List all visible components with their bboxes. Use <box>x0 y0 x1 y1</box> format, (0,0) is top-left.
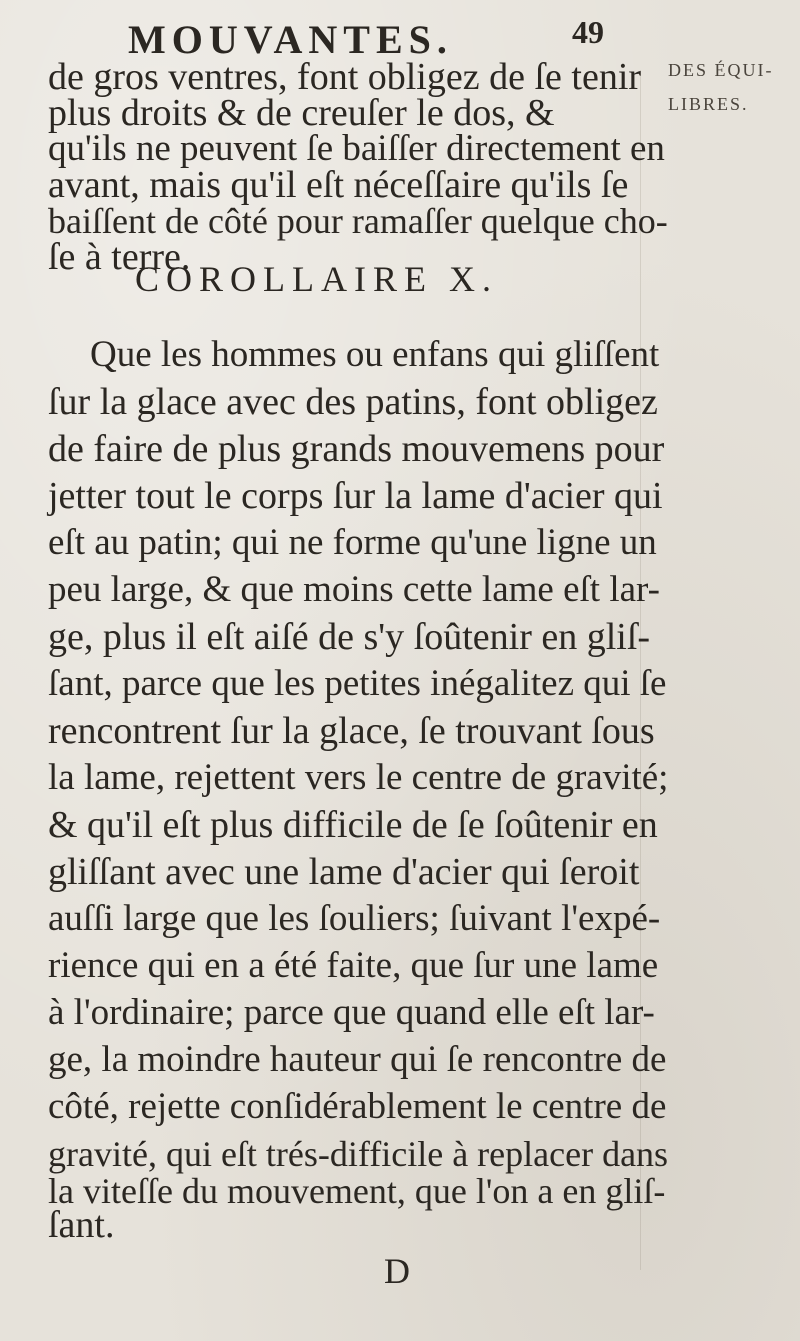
text-line: & qu'il eſt plus difficile de ſe ſoûtenir en <box>48 804 658 846</box>
text-line: eſt au patin; qui ne forme qu'une ligne un <box>48 522 657 563</box>
text-line: ſant, parce que les petites inégalitez qui ſe <box>48 663 667 704</box>
section-heading: COROLLAIRE X. <box>135 259 498 299</box>
text-line: ge, plus il eſt aiſé de s'y ſoûtenir en gliſ- <box>48 616 651 658</box>
text-line: Que les hommes ou enfans qui gliſſent <box>90 334 660 375</box>
margin-note: LIBRES. <box>668 94 749 114</box>
text-line: auſſi large que les ſouliers; ſuivant l'expé- <box>48 898 661 939</box>
text-line: rience qui en a été faite, que ſur une lame <box>48 945 659 986</box>
text-line: rencontrent ſur la glace, ſe trouvant ſous <box>48 710 655 752</box>
text-line: plus droits & de creuſer le dos, & <box>48 92 555 134</box>
text-line: de gros ventres, font obligez de ſe tenir <box>48 56 642 98</box>
running-header: MOUVANTES. <box>128 17 453 62</box>
text-line: jetter tout le corps ſur la lame d'acier qui <box>48 475 663 517</box>
text-line: ſur la glace avec des patins, font obligez <box>48 381 658 423</box>
text-line: avant, mais qu'il eſt néceſſaire qu'ils ſe <box>48 164 629 206</box>
text-line: baiſſent de côté pour ramaſſer quelque cho- <box>48 201 668 241</box>
text-line: à l'ordinaire; parce que quand elle eſt lar- <box>48 992 655 1033</box>
text-line: la lame, rejettent vers le centre de gravité; <box>48 757 669 798</box>
text-line: côté, rejette conſidérablement le centre de <box>48 1086 667 1127</box>
text-line: de faire de plus grands mouvemens pour <box>48 428 665 470</box>
text-line: ſe à terre. <box>48 236 191 278</box>
text-line: gravité, qui eſt trés-difficile à replacer dans <box>48 1134 669 1174</box>
signature-mark: D <box>384 1251 410 1291</box>
text-line: gliſſant avec une lame d'acier qui ſeroit <box>48 851 640 893</box>
text-line: ge, la moindre hauteur qui ſe rencontre de <box>48 1039 667 1080</box>
text-line: peu large, & que moins cette lame eſt lar- <box>48 569 660 610</box>
text-line: ſant. <box>48 1204 115 1246</box>
margin-note: DES ÉQUI- <box>668 60 774 80</box>
page-number: 49 <box>572 14 604 50</box>
text-line: qu'ils ne peuvent ſe baiſſer directement en <box>48 128 665 169</box>
text-line: la viteſſe du mouvement, que l'on a en gliſ- <box>48 1171 666 1211</box>
